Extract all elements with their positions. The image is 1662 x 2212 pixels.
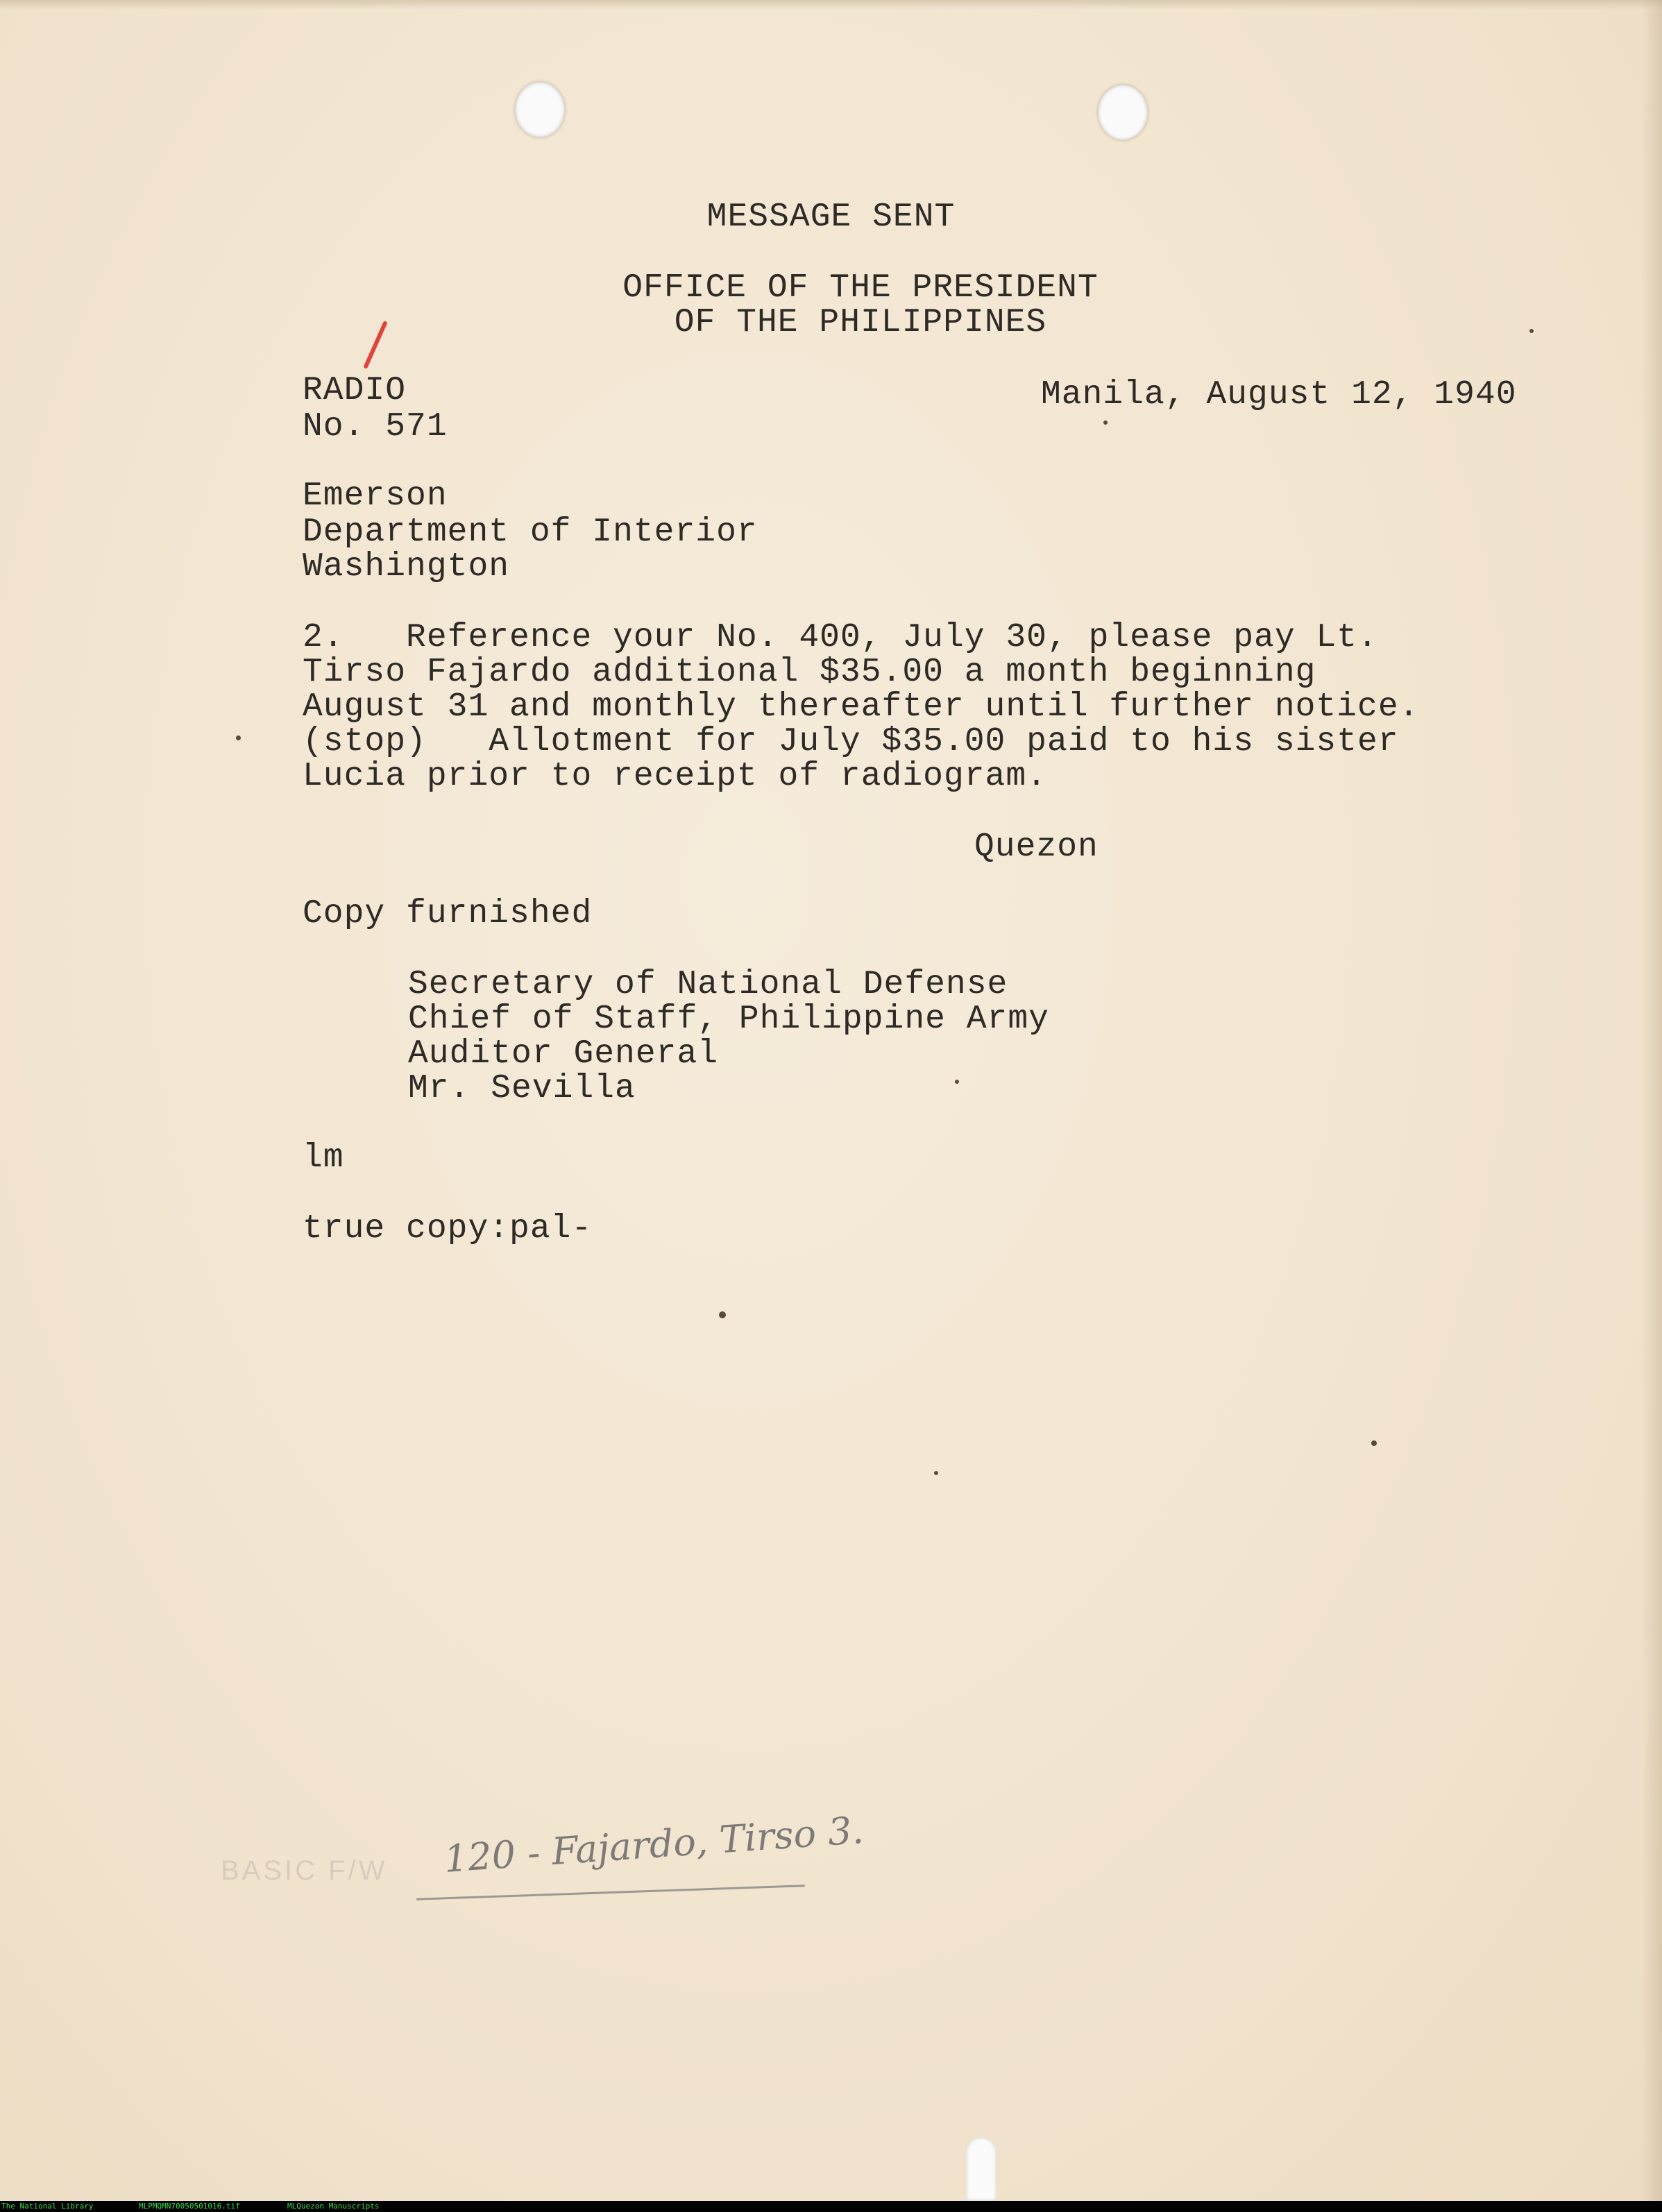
copy-recipient: Secretary of National Defense: [408, 966, 1008, 1003]
body-line: Lucia prior to receipt of radiogram.: [303, 758, 1047, 795]
paper-speck: [1371, 1440, 1377, 1446]
footer-filename: MLPMQMN70050501016.tif: [139, 2202, 240, 2211]
body-line: August 31 and monthly thereafter until further notice.: [303, 688, 1420, 726]
paper-speck: [719, 1311, 726, 1318]
paper-speck: [1529, 329, 1534, 333]
punch-hole-right: [1098, 85, 1148, 140]
page-top-edge: [0, 0, 1662, 10]
body-line: 2. Reference your No. 400, July 30, please pay Lt.: [303, 619, 1378, 656]
footer-library: The National Library: [1, 2202, 94, 2211]
body-line: Tirso Fajardo additional $35.00 a month beginning: [303, 654, 1316, 691]
paper-speck: [1103, 420, 1108, 425]
addressee-city: Washington: [303, 548, 510, 586]
bottom-notch: [966, 2137, 997, 2201]
handwritten-note: 120 - Fajardo, Tirso 3.: [442, 1807, 865, 1881]
typist-initials: lm: [303, 1139, 344, 1177]
message-type: RADIO: [303, 372, 407, 409]
addressee-name: Emerson: [303, 477, 448, 515]
paper-speck: [955, 1080, 959, 1084]
copy-furnished-label: Copy furnished: [303, 895, 593, 933]
body-line: (stop) Allotment for July $35.00 paid to his sister: [303, 723, 1399, 760]
message-number: No. 571: [303, 408, 448, 445]
copy-recipient: Chief of Staff, Philippine Army: [408, 1001, 1049, 1038]
place-date: Manila, August 12, 1940: [1041, 376, 1517, 414]
office-line-1: OFFICE OF THE PRESIDENT: [622, 269, 1099, 307]
handwritten-underline: [416, 1885, 805, 1900]
addressee-department: Department of Interior: [303, 513, 758, 551]
signature: Quezon: [974, 828, 1099, 866]
footer-collection: MLQuezon Manuscripts: [287, 2202, 380, 2211]
document-title: MESSAGE SENT: [706, 198, 956, 236]
scan-footer: [0, 2201, 1662, 2212]
faded-stamp: BASIC F/W: [221, 1855, 388, 1886]
true-copy-note: true copy:pal-: [303, 1210, 593, 1248]
office-line-2: OF THE PHILIPPINES: [674, 304, 1047, 341]
copy-recipient: Mr. Sevilla: [408, 1070, 636, 1107]
punch-hole-left: [515, 82, 565, 137]
paper-speck: [236, 735, 241, 740]
paper-speck: [934, 1471, 938, 1475]
copy-recipient: Auditor General: [408, 1035, 719, 1073]
